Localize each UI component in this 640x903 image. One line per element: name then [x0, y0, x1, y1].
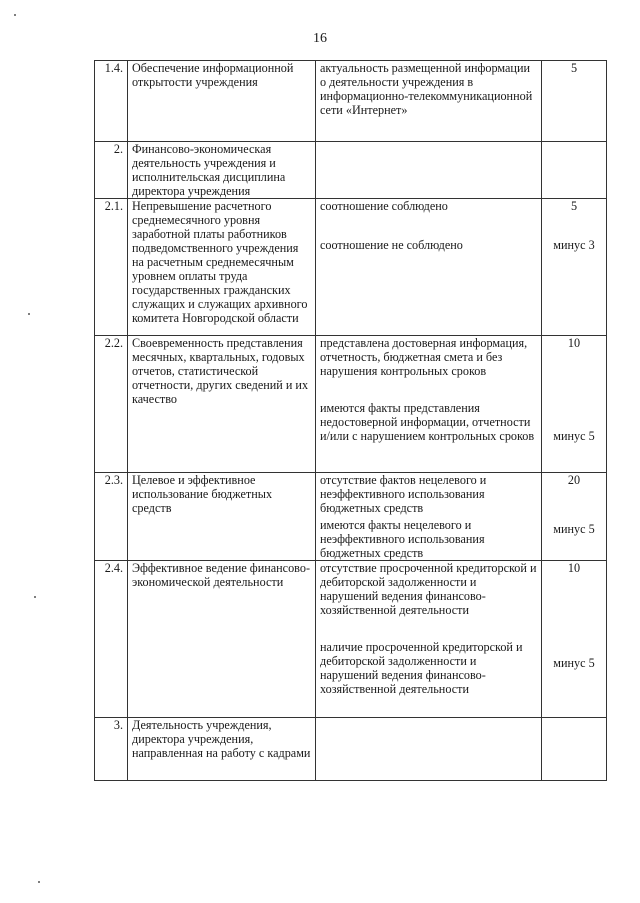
scan-speck: [38, 881, 40, 883]
condition-cell: [316, 61, 542, 142]
points-value: 10: [567, 336, 581, 350]
scan-speck: [34, 596, 36, 598]
indicator-name: Целевое и эффективное использование бюджетных средств: [128, 473, 316, 561]
points-value: минус 5: [553, 429, 595, 443]
row-number: 1.4.: [95, 61, 128, 142]
points-value: минус 3: [553, 238, 595, 252]
row-number: 2.2.: [95, 336, 128, 473]
table-row: [95, 336, 607, 473]
condition-cell: [316, 199, 542, 336]
table-row: [95, 718, 607, 781]
condition-text: соотношение соблюдено: [320, 199, 448, 213]
points-cell: [542, 142, 607, 199]
indicator-name: Обеспечение информационной открытости учреждения: [128, 61, 316, 142]
condition-cell: [316, 473, 542, 561]
points-cell: [542, 199, 607, 336]
criteria-table: [94, 60, 607, 781]
points-value: 5: [570, 199, 578, 213]
indicator-name: Своевременность представления месячных, квартальных, годовых отчетов, статистической отчетности, других сведений и их качество: [128, 336, 316, 473]
condition-cell: [316, 561, 542, 718]
condition-text: наличие просроченной кредиторской и дебиторской задолженности и нарушений ведения финансово-хозяйственной деятельности: [320, 640, 523, 696]
points-value: 20: [567, 473, 581, 487]
points-cell: [542, 718, 607, 781]
row-number: 2.4.: [95, 561, 128, 718]
points-cell: [542, 473, 607, 561]
points-value: минус 5: [553, 656, 595, 670]
condition-cell: [316, 718, 542, 781]
condition-text: соотношение не соблюдено: [320, 238, 463, 252]
row-number: 3.: [95, 718, 128, 781]
table-row: [95, 61, 607, 142]
condition-text: отсутствие просроченной кредиторской и дебиторской задолженности и нарушений ведения финансово-хозяйственной деятельности: [320, 561, 537, 617]
table-row: [95, 142, 607, 199]
row-number: 2.1.: [95, 199, 128, 336]
points-value: минус 5: [553, 522, 595, 536]
indicator-name: Деятельность учреждения, директора учреждения, направленная на работу с кадрами: [128, 718, 316, 781]
points-cell: [542, 336, 607, 473]
row-number: 2.: [95, 142, 128, 199]
condition-text: актуальность размещенной информации о деятельности учреждения в информационно-телекоммуникационной сети «Интернет»: [320, 61, 533, 117]
points-cell: [542, 561, 607, 718]
indicator-name: Непревышение расчетного среднемесячного уровня заработной платы работников подведомственного учреждения на расчетным среднемесячным уровнем оплаты труда государственных гражданских служащих и служащих архивного комитета Новгородской области: [128, 199, 316, 336]
condition-cell: [316, 142, 542, 199]
scan-speck: [14, 14, 16, 16]
row-number: 2.3.: [95, 473, 128, 561]
condition-text: имеются факты нецелевого и неэффективного использования бюджетных средств: [320, 518, 485, 560]
points-value: 10: [567, 561, 581, 575]
condition-text: имеются факты представления недостоверной информации, отчетности и/или с нарушением контрольных сроков: [320, 401, 535, 443]
condition-text: представлена достоверная информация, отчетность, бюджетная смета и без нарушения контрольных сроков: [320, 336, 528, 378]
table-row: [95, 473, 607, 561]
table-row: [95, 561, 607, 718]
table-row: [95, 199, 607, 336]
page-number: 16: [313, 31, 327, 46]
condition-cell: [316, 336, 542, 473]
scan-speck: [28, 313, 30, 315]
points-value: 5: [570, 61, 578, 75]
indicator-name: Финансово-экономическая деятельность учреждения и исполнительская дисциплина директора учреждения: [128, 142, 316, 199]
indicator-name: Эффективное ведение финансово-экономической деятельности: [128, 561, 316, 718]
condition-text: отсутствие фактов нецелевого и неэффективного использования бюджетных средств: [320, 473, 487, 515]
points-cell: [542, 61, 607, 142]
